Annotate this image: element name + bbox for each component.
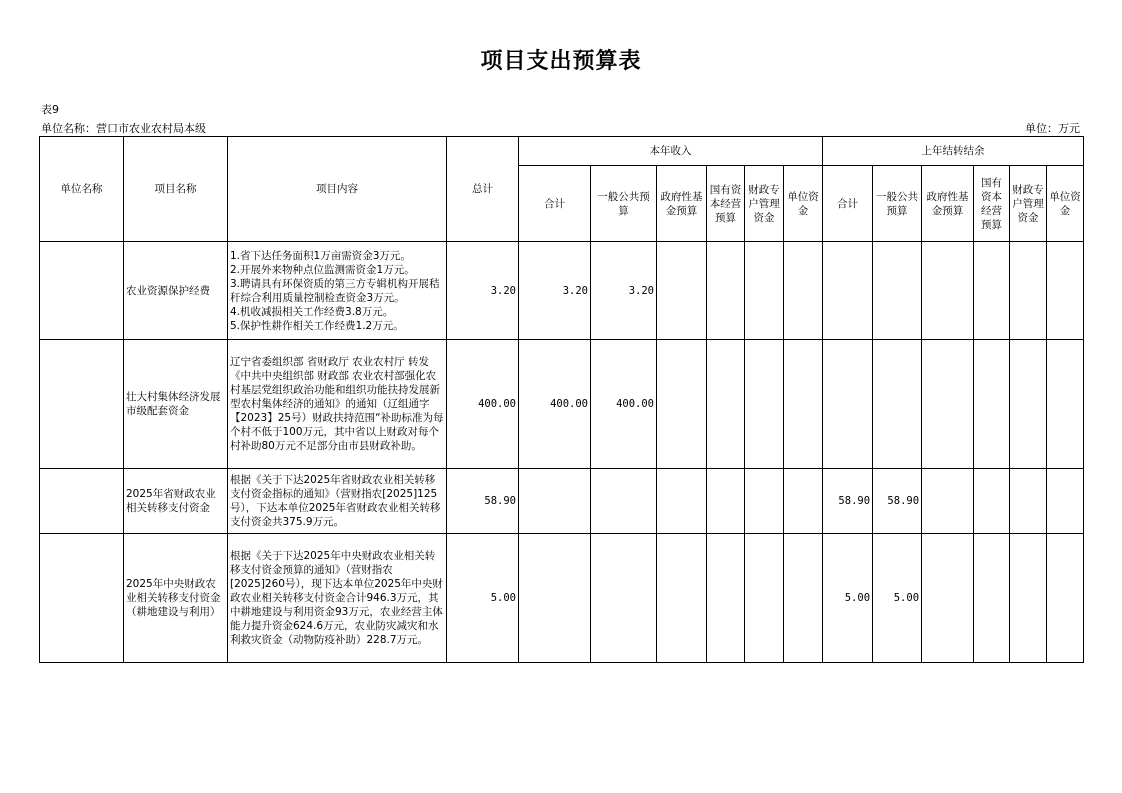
header-ly-general: 一般公共预算	[873, 166, 922, 242]
header-ly-gov-fund: 政府性基金预算	[922, 166, 974, 242]
cell-project-content	[228, 340, 447, 469]
cell-unit-name	[40, 534, 124, 663]
cell-cy-special	[745, 242, 784, 340]
table-row	[40, 534, 1084, 663]
table-row	[40, 242, 1084, 340]
cell-cy-general: 400.00	[591, 340, 657, 469]
cell-ly-special	[1010, 469, 1047, 534]
header-row-1	[40, 137, 1084, 166]
content-line: 1.省下达任务面积1万亩需资金3万元。	[230, 249, 411, 262]
cell-ly-sum	[823, 242, 873, 340]
cell-ly-state	[974, 534, 1010, 663]
content-line: 辽宁省委组织部 省财政厅 农业农村厅 转发《中共中央组织部 财政部 农业农村部强化农村基层党组织政治功能和组织功能扶持发展新型农村集体经济的通知》的通知（辽组通字【2023】25号）财政扶持范围“补助标准为每个村不低于100万元，其中省以上财政对每个村补助80万元不足部分由市县财政补助。	[230, 356, 444, 452]
header-cy-sum: 合计	[519, 166, 591, 242]
cell-total: 3.20	[447, 242, 519, 340]
cell-ly-unit	[1047, 469, 1084, 534]
header-ly-special: 财政专户管理资金	[1010, 166, 1047, 242]
cell-cy-state	[707, 340, 745, 469]
cell-cy-sum	[519, 534, 591, 663]
cell-cy-state	[707, 242, 745, 340]
cell-project-name: 2025年中央财政农业相关转移支付资金（耕地建设与利用）	[124, 534, 228, 663]
cell-ly-general: 58.90	[873, 469, 922, 534]
header-cy-state: 国有资本经营预算	[707, 166, 745, 242]
cell-ly-gov_fund	[922, 534, 974, 663]
cell-cy-sum: 3.20	[519, 242, 591, 340]
cell-cy-gov_fund	[657, 469, 707, 534]
cell-cy-gov_fund	[657, 340, 707, 469]
cell-ly-special	[1010, 242, 1047, 340]
cell-ly-unit	[1047, 534, 1084, 663]
cell-cy-special	[745, 340, 784, 469]
cell-ly-state	[974, 242, 1010, 340]
cell-ly-unit	[1047, 340, 1084, 469]
cell-project-name: 农业资源保护经费	[124, 242, 228, 340]
cell-ly-special	[1010, 340, 1047, 469]
cell-unit-name	[40, 242, 124, 340]
cell-ly-gov_fund	[922, 242, 974, 340]
header-ly-sum: 合计	[823, 166, 873, 242]
header-ly-unit: 单位资金	[1047, 166, 1084, 242]
content-line: 4.机收减损相关工作经费3.8万元。	[230, 305, 394, 318]
header-cy-unit: 单位资金	[784, 166, 823, 242]
cell-cy-state	[707, 469, 745, 534]
cell-ly-sum: 5.00	[823, 534, 873, 663]
cell-ly-general	[873, 242, 922, 340]
cell-cy-gov_fund	[657, 534, 707, 663]
header-total: 总计	[447, 137, 519, 242]
cell-ly-gov_fund	[922, 340, 974, 469]
cell-cy-unit	[784, 534, 823, 663]
cell-cy-special	[745, 469, 784, 534]
table-number: 表9	[41, 103, 59, 116]
header-cy-gov-fund: 政府性基金预算	[657, 166, 707, 242]
table-row	[40, 340, 1084, 469]
table-row	[40, 469, 1084, 534]
cell-ly-general: 5.00	[873, 534, 922, 663]
cell-unit-name	[40, 469, 124, 534]
header-cy-general: 一般公共预算	[591, 166, 657, 242]
header-last-year-carryover: 上年结转结余	[823, 137, 1084, 166]
unit-label: 单位：万元	[1025, 122, 1080, 135]
content-line: 5.保护性耕作相关工作经费1.2万元。	[230, 319, 404, 332]
cell-unit-name	[40, 340, 124, 469]
content-line: 根据《关于下达2025年中央财政农业相关转移支付资金预算的通知》（营财指农[2025]260号），现下达本单位2025年中央财政农业相关转移支付资金合计946.3万元，其中耕地建设与利用资金93万元，农业经营主体能力提升资金624.6万元，农业防灾减灾和水利救灾资金（动物防疫补助）228.7万元。	[230, 550, 443, 646]
cell-ly-sum	[823, 340, 873, 469]
cell-cy-gov_fund	[657, 242, 707, 340]
cell-total: 58.90	[447, 469, 519, 534]
header-cy-special: 财政专户管理资金	[745, 166, 784, 242]
table-body	[40, 242, 1084, 663]
cell-ly-state	[974, 469, 1010, 534]
cell-cy-state	[707, 534, 745, 663]
cell-cy-general	[591, 534, 657, 663]
cell-cy-general	[591, 469, 657, 534]
page-title: 项目支出预算表	[480, 49, 642, 74]
cell-project-content	[228, 469, 447, 534]
cell-cy-unit	[784, 340, 823, 469]
cell-cy-general: 3.20	[591, 242, 657, 340]
budget-table	[39, 136, 1084, 663]
header-ly-state: 国有资本经营预算	[974, 166, 1010, 242]
header-project-content: 项目内容	[228, 137, 447, 242]
cell-project-name: 壮大村集体经济发展市级配套资金	[124, 340, 228, 469]
cell-cy-unit	[784, 469, 823, 534]
header-project-name: 项目名称	[124, 137, 228, 242]
header-current-year-income: 本年收入	[519, 137, 823, 166]
cell-project-content	[228, 534, 447, 663]
cell-ly-unit	[1047, 242, 1084, 340]
cell-project-content	[228, 242, 447, 340]
content-line: 根据《关于下达2025年省财政农业相关转移支付资金指标的通知》（营财指农[2025]125号），下达本单位2025年省财政农业相关转移支付资金共375.9万元。	[230, 474, 441, 528]
content-line: 2.开展外来物种点位监测需资金1万元。	[230, 263, 415, 276]
cell-cy-special	[745, 534, 784, 663]
header-unit-name: 单位名称	[40, 137, 124, 242]
cell-ly-state	[974, 340, 1010, 469]
cell-project-name: 2025年省财政农业相关转移支付资金	[124, 469, 228, 534]
cell-cy-unit	[784, 242, 823, 340]
content-line: 3.聘请具有环保资质的第三方专辑机构开展秸秆综合利用质量控制检查资金3万元。	[230, 277, 440, 304]
cell-ly-general	[873, 340, 922, 469]
cell-cy-sum	[519, 469, 591, 534]
cell-ly-sum: 58.90	[823, 469, 873, 534]
cell-ly-gov_fund	[922, 469, 974, 534]
cell-cy-sum: 400.00	[519, 340, 591, 469]
cell-ly-special	[1010, 534, 1047, 663]
unit-name-label: 单位名称：营口市农业农村局本级	[41, 122, 206, 135]
cell-total: 5.00	[447, 534, 519, 663]
cell-total: 400.00	[447, 340, 519, 469]
